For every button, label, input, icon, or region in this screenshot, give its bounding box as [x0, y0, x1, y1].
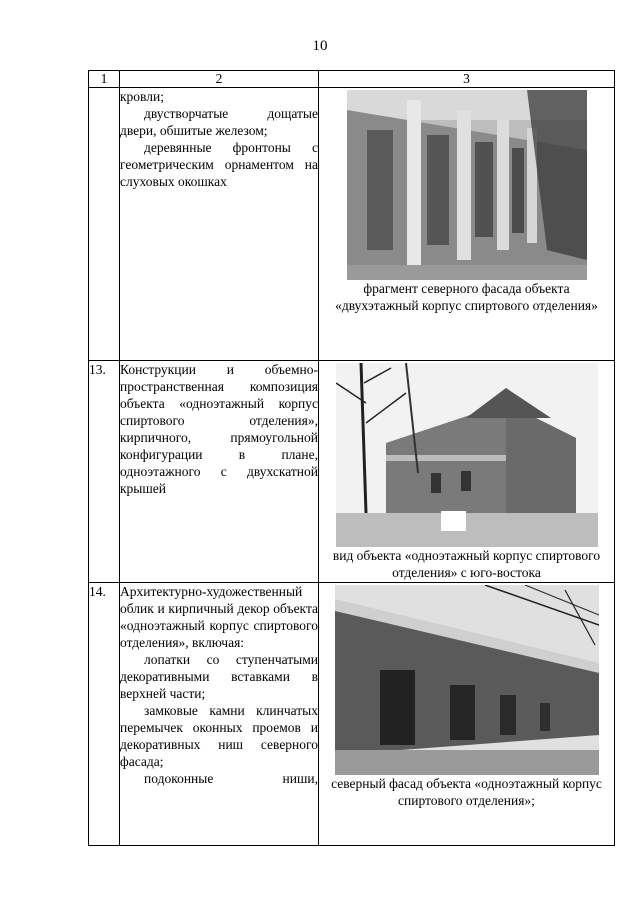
row-description [120, 88, 319, 361]
description-line: двустворчатые дощатые двери, обшитые железом; [120, 106, 318, 138]
description-line: замковые камни клинчатых перемычек оконных проемов и декоративных ниш северного фасада; [120, 703, 318, 769]
row-number: 14. [89, 583, 120, 846]
photo-caption: фрагмент северного фасада объекта «двухэтажный корпус спиртового отделения» [335, 281, 598, 313]
table-row [89, 583, 615, 846]
table-row [89, 361, 615, 583]
description-line: кровли; [120, 89, 164, 104]
north-facade-fragment-photo [347, 90, 587, 280]
description-line: лопатки со ступенчатыми декоративными вставками в верхней части; [120, 652, 318, 701]
column-header-3: 3 [319, 71, 615, 88]
table-header-row [89, 71, 615, 88]
row-description [120, 361, 319, 583]
column-header-1: 1 [89, 71, 120, 88]
description-line: подоконные ниши, [144, 771, 318, 786]
photo-caption: вид объекта «одноэтажный корпус спиртового отделения» с юго-востока [332, 548, 601, 580]
row-illustration [319, 88, 615, 361]
photo-caption: северный фасад объекта «одноэтажный корпус спиртового отделения»; [331, 776, 602, 808]
description-line: деревянные фронтоны с геометрическим орнаментом на слуховых окошках [120, 140, 318, 189]
column-header-2: 2 [120, 71, 319, 88]
table-row [89, 88, 615, 361]
row-number: 13. [89, 361, 120, 583]
one-storey-building-southeast-photo [336, 363, 598, 547]
row-description [120, 583, 319, 846]
row-illustration [319, 583, 615, 846]
description-line: Архитектурно-художественный облик и кирпичный декор объекта «одноэтажный корпус спиртового отделения», включая: [120, 584, 318, 650]
row-illustration [319, 361, 615, 583]
objects-table [88, 70, 615, 846]
row-number [89, 88, 120, 361]
description-line: Конструкции и объемно-пространственная композиция объекта «одноэтажный корпус спиртового отделения», кирпичного, прямоугольной конфигурации в плане, одноэтажного с двухскатной крышей [120, 362, 318, 496]
page-number: 10 [312, 38, 328, 54]
north-facade-photo [335, 585, 599, 775]
